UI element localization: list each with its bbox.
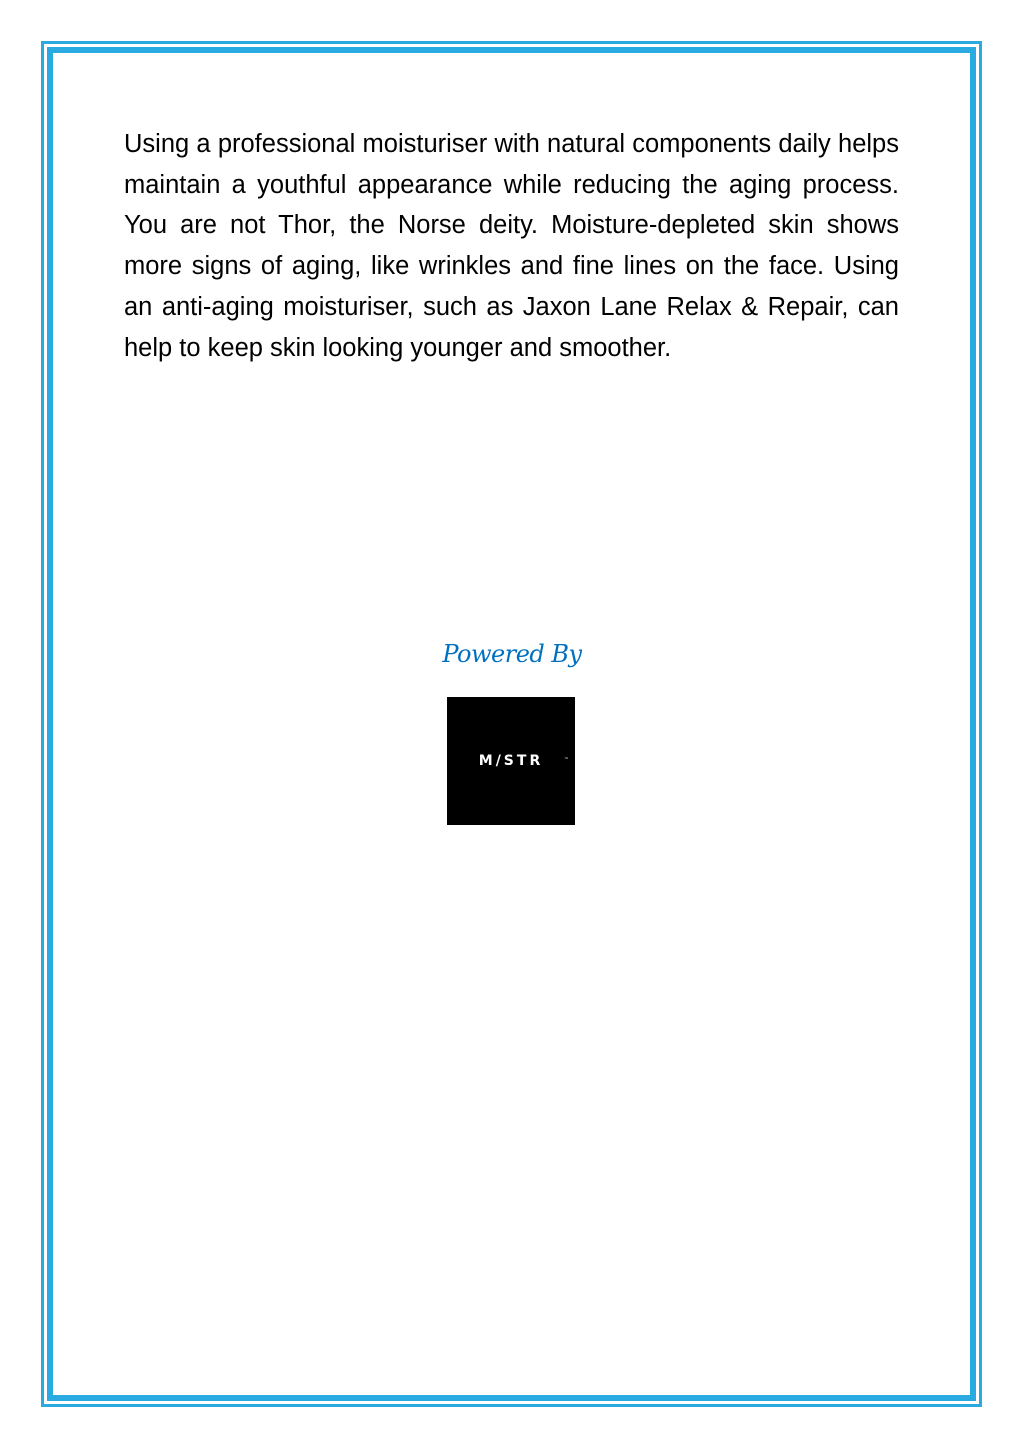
logo-text: M/STR [478,753,544,769]
logo-trademark: ™ [564,757,569,763]
body-paragraph: Using a professional moisturiser with natural components daily helps maintain a youthful appearance while reducing the aging process. You are not Thor, the Norse deity. Moisture-depleted skin shows more signs of aging, like wrinkles and fine lines on the face. Using an anti-aging moisturiser, such as Jaxon Lane Relax & Repair, can help to keep skin looking younger and smoother. [124,130,899,362]
powered-by-label: Powered By [442,640,582,668]
mistr-logo [447,697,575,825]
